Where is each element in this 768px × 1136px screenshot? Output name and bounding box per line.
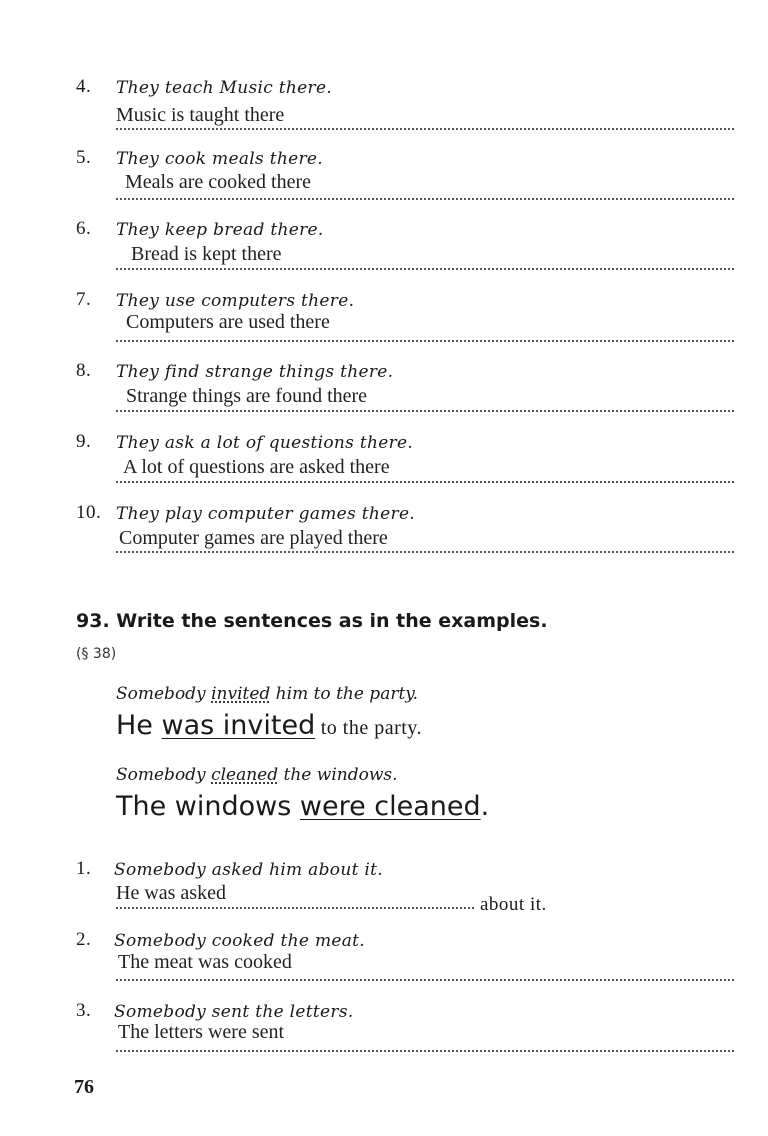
example-passive-verb: were cleaned	[299, 791, 481, 822]
example-verb: cleaned	[211, 765, 279, 785]
grammar-reference: (§ 38)	[76, 646, 117, 662]
example-passive-verb: was invited	[161, 710, 316, 741]
example-question-2: Somebody cleaned the windows.	[116, 765, 398, 785]
item-question: Somebody sent the letters.	[114, 1002, 354, 1022]
item-question: They keep bread there.	[116, 220, 324, 240]
answer-line	[116, 1050, 734, 1052]
item-answer: The letters were sent	[118, 1021, 285, 1043]
page-number: 76	[74, 1076, 94, 1098]
answer-line	[116, 128, 734, 130]
item-number: 3.	[76, 1000, 92, 1021]
answer-line	[116, 198, 734, 200]
example-verb: invited	[211, 684, 271, 704]
item-question: Somebody cooked the meat.	[114, 931, 366, 951]
item-answer: He was asked	[116, 882, 226, 904]
item-answer: Bread is kept there	[131, 243, 282, 265]
example-answer-1: He was invited to the party.	[116, 710, 423, 741]
item-question: Somebody asked him about it.	[114, 860, 383, 880]
item-answer: Music is taught there	[116, 104, 285, 126]
item-question: They ask a lot of questions there.	[116, 433, 414, 453]
item-answer: A lot of questions are asked there	[123, 456, 390, 478]
item-number: 1.	[76, 858, 92, 879]
item-question: They find strange things there.	[116, 362, 394, 382]
exercise-title: 93. Write the sentences as in the examples.	[76, 610, 548, 632]
item-number: 7.	[76, 289, 92, 310]
item-number: 9.	[76, 431, 92, 452]
example-answer-2: The windows were cleaned.	[116, 791, 490, 822]
item-answer: Computer games are played there	[119, 527, 388, 549]
answer-line	[116, 268, 734, 270]
answer-line	[116, 979, 734, 981]
answer-line	[116, 340, 734, 342]
item-number: 6.	[76, 218, 92, 239]
item-number: 5.	[76, 147, 92, 168]
item-question: They use computers there.	[116, 291, 355, 311]
item-question: They cook meals there.	[116, 149, 323, 169]
item-question: They teach Music there.	[116, 78, 333, 98]
answer-line	[116, 907, 474, 909]
example-question-1: Somebody invited him to the party.	[116, 684, 419, 704]
item-answer: Strange things are found there	[126, 385, 368, 407]
item-answer: Meals are cooked there	[125, 171, 312, 193]
item-answer: Computers are used there	[126, 311, 330, 333]
item-tail-text: about it.	[480, 894, 547, 915]
answer-line	[116, 551, 734, 553]
answer-line	[116, 481, 734, 483]
item-question: They play computer games there.	[116, 504, 416, 524]
item-number: 8.	[76, 360, 92, 381]
item-number: 4.	[76, 76, 92, 97]
item-number: 10.	[76, 502, 102, 523]
item-number: 2.	[76, 929, 92, 950]
answer-line	[116, 410, 734, 412]
item-answer: The meat was cooked	[118, 951, 292, 973]
